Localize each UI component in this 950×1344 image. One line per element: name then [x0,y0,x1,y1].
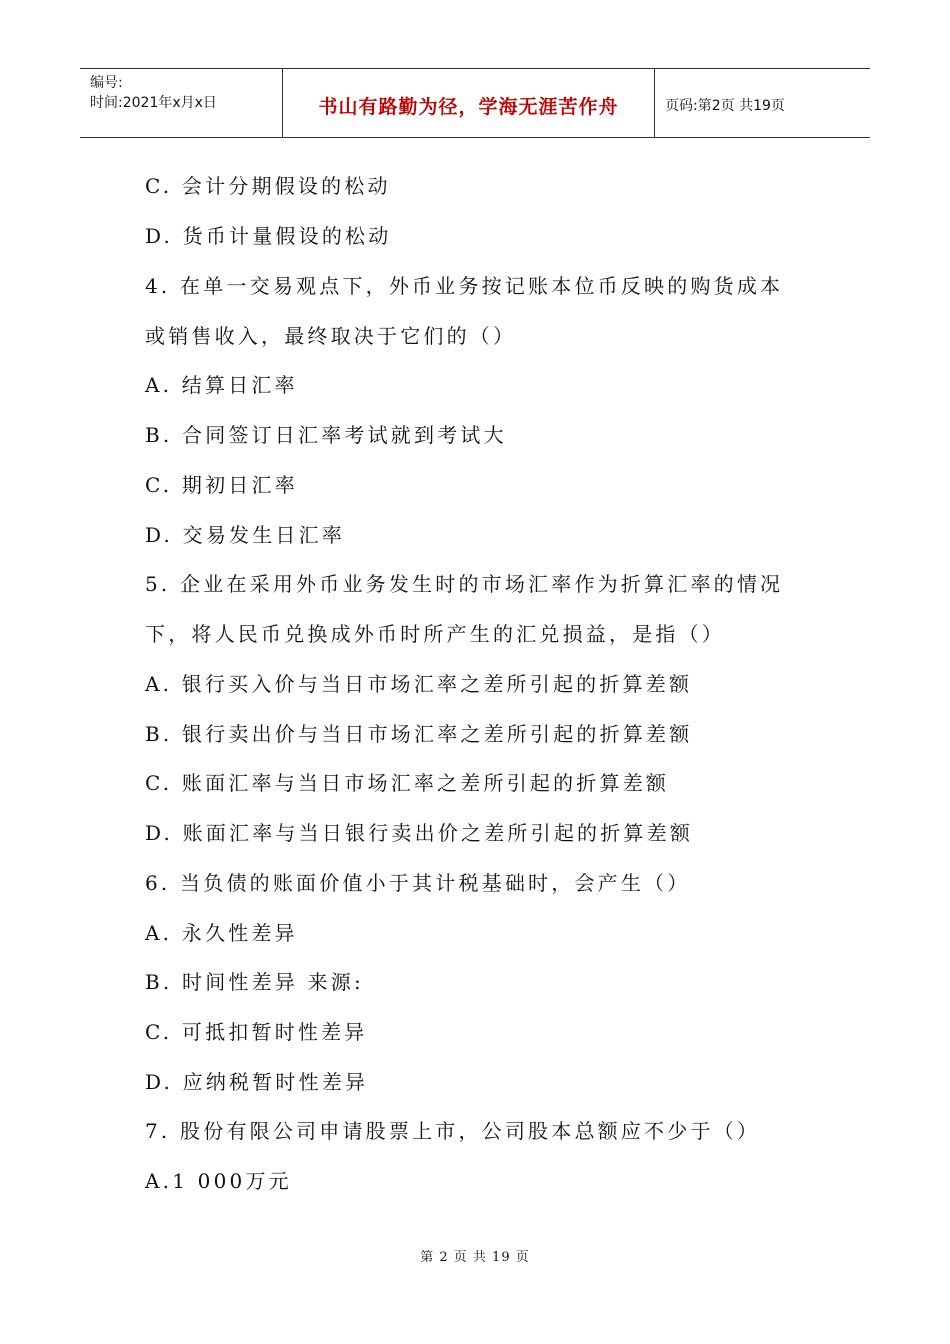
question-6: 6. 当负债的账面价值小于其计税基础时，会产生（） [145,871,691,895]
option-d: D. 应纳税暂时性差异 [145,1070,369,1094]
text-line: 下，将人民币兑换成外币时所产生的汇兑损益，是指（） [145,622,725,646]
page-header [80,68,870,138]
number-label: 编号: [90,75,123,91]
text-line: 或销售收入，最终取决于它们的（） [145,324,517,348]
header-meta [80,69,283,137]
option-c: C. 可抵扣暂时性差异 [145,1020,368,1044]
page-footer: 第 2 页 共 19 页 [420,1250,530,1265]
option-a: A.1 000万元 [145,1169,292,1193]
option-b: B. 时间性差异 来源: [145,970,364,994]
time-label: 时间:2021年x月x日 [90,95,217,111]
option-d: D. 账面汇率与当日银行卖出价之差所引起的折算差额 [145,821,694,845]
question-5: 5. 企业在采用外币业务发生时的市场汇率作为折算汇率的情况 [145,572,784,596]
option-c: C. 账面汇率与当日市场汇率之差所引起的折算差额 [145,771,670,795]
option-b: B. 合同签订日汇率考试就到考试大 [145,423,507,447]
text-line: D. 货币计量假设的松动 [145,224,392,248]
question-7: 7. 股份有限公司申请股票上市，公司股本总额应不少于（） [145,1119,761,1143]
option-b: B. 银行卖出价与当日市场汇率之差所引起的折算差额 [145,722,693,746]
header-motto: 书山有路勤为径，学海无涯苦作舟 [283,69,655,137]
option-a: A. 结算日汇率 [145,373,298,397]
option-d: D. 交易发生日汇率 [145,523,346,547]
question-4: 4. 在单一交易观点下，外币业务按记账本位币反映的购货成本 [145,274,784,298]
option-a: A. 银行买入价与当日市场汇率之差所引起的折算差额 [145,672,693,696]
option-a: A. 永久性差异 [145,921,298,945]
text-line: C. 会计分期假设的松动 [145,174,391,198]
header-page-info: 页码:第2页 共19页 [665,98,785,114]
option-c: C. 期初日汇率 [145,473,298,497]
